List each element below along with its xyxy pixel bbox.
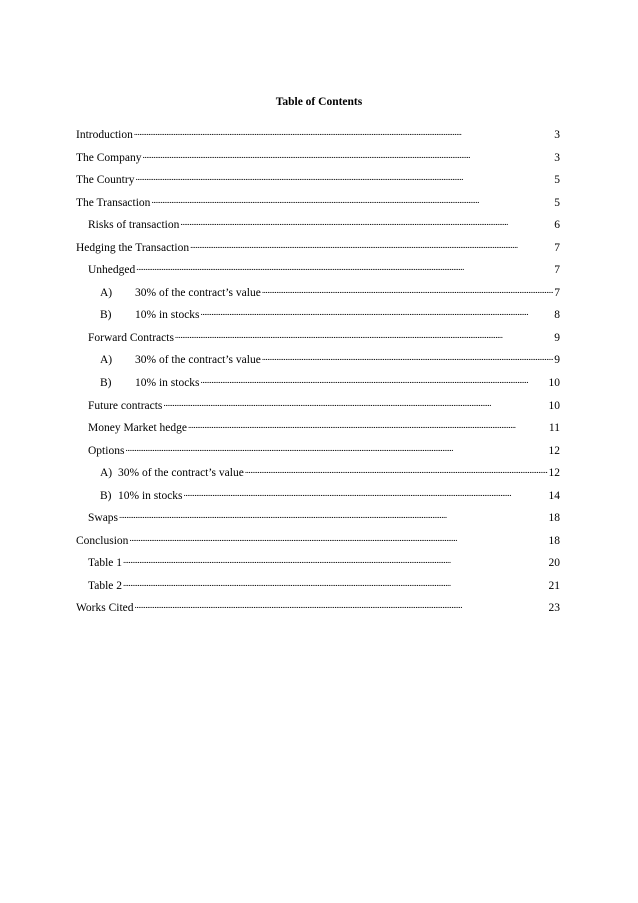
toc-entry-text: Table 1 xyxy=(88,557,123,570)
toc-entry-text: Money Market hedge xyxy=(88,422,187,435)
toc-entry[interactable] xyxy=(76,597,560,620)
toc-dot-leader xyxy=(201,306,554,318)
toc-dot-leader xyxy=(119,509,547,521)
toc-entry-text: Risks of transaction xyxy=(88,219,180,232)
toc-entry-text: Future contracts xyxy=(88,399,163,412)
toc-entry-text: The Company xyxy=(76,151,142,164)
toc-entry-text: Works Cited xyxy=(76,602,134,615)
toc-entry-marker: B) xyxy=(100,377,112,390)
toc-dot-leader xyxy=(129,532,547,544)
toc-entry[interactable] xyxy=(76,147,560,170)
toc-list xyxy=(76,124,560,620)
toc-entry[interactable] xyxy=(76,304,560,327)
toc-entry-text: 30% of the contract’s value xyxy=(135,286,261,299)
toc-page-number: 12 xyxy=(548,444,560,457)
toc-entry[interactable] xyxy=(76,259,560,282)
toc-entry-text: The Country xyxy=(76,174,135,187)
toc-page-number: 7 xyxy=(554,264,560,277)
toc-entry-text: 10% in stocks xyxy=(118,489,183,502)
toc-dot-leader xyxy=(142,149,553,161)
toc-entry-text: 30% of the contract’s value xyxy=(118,467,244,480)
toc-dot-leader xyxy=(201,374,548,386)
toc-page-number: 12 xyxy=(548,467,560,480)
toc-entry-text: Introduction xyxy=(76,129,133,141)
toc-entry[interactable] xyxy=(76,417,560,440)
toc-entry[interactable] xyxy=(76,327,560,350)
toc-entry[interactable] xyxy=(76,440,560,463)
toc-page-number: 3 xyxy=(554,129,560,141)
toc-page-number: 9 xyxy=(554,331,560,344)
toc-page-number: 10 xyxy=(548,377,560,390)
toc-entry[interactable] xyxy=(76,575,560,598)
toc-dot-leader xyxy=(188,419,548,431)
toc-entry[interactable] xyxy=(76,124,560,147)
toc-page-number: 21 xyxy=(548,579,560,592)
toc-entry-marker: A) xyxy=(100,286,113,299)
toc-entry[interactable] xyxy=(76,282,560,305)
toc-dot-leader xyxy=(135,171,553,183)
toc-entry-text: Options xyxy=(88,444,125,457)
toc-page-number: 3 xyxy=(554,151,560,164)
toc-entry-text: 10% in stocks xyxy=(135,377,200,390)
toc-page-number: 18 xyxy=(548,534,560,547)
toc-page-number: 8 xyxy=(554,309,560,322)
toc-entry[interactable] xyxy=(76,552,560,575)
toc-page-number: 11 xyxy=(548,422,560,435)
toc-entry-text: Swaps xyxy=(88,512,119,525)
toc-entry-text: Unhedged xyxy=(88,264,136,277)
toc-page-number: 23 xyxy=(548,602,560,615)
toc-page-number: 5 xyxy=(554,196,560,209)
toc-entry-marker: A) xyxy=(100,354,113,367)
toc-page-number: 7 xyxy=(554,241,560,254)
toc-page-number: 18 xyxy=(548,512,560,525)
toc-dot-leader xyxy=(180,216,553,228)
toc-entry[interactable] xyxy=(76,530,560,553)
toc-dot-leader xyxy=(134,126,553,138)
toc-entry[interactable] xyxy=(76,214,560,237)
toc-entry[interactable] xyxy=(76,349,560,372)
toc-entry-text: Table 2 xyxy=(88,579,123,592)
toc-page-number: 10 xyxy=(548,399,560,412)
toc-title: Table of Contents xyxy=(275,96,363,108)
toc-page-number: 6 xyxy=(554,219,560,232)
toc-entry[interactable] xyxy=(76,485,560,508)
toc-entry[interactable] xyxy=(76,395,560,418)
toc-dot-leader xyxy=(123,554,547,566)
toc-dot-leader xyxy=(135,599,548,611)
toc-entry[interactable] xyxy=(76,169,560,192)
toc-page-number: 9 xyxy=(554,354,560,367)
toc-entry[interactable] xyxy=(76,507,560,530)
toc-dot-leader xyxy=(136,261,553,273)
toc-entry[interactable] xyxy=(76,462,560,485)
toc-dot-leader xyxy=(125,442,547,454)
toc-dot-leader xyxy=(184,487,548,499)
toc-page-number: 7 xyxy=(554,286,560,299)
toc-entry-text: The Transaction xyxy=(76,196,151,209)
toc-dot-leader xyxy=(175,329,553,341)
toc-dot-leader xyxy=(262,284,553,296)
toc-page-number: 14 xyxy=(548,489,560,502)
toc-dot-leader xyxy=(190,239,553,251)
toc-dot-leader xyxy=(262,351,553,363)
toc-dot-leader xyxy=(123,577,547,589)
toc-page-number: 5 xyxy=(554,174,560,187)
toc-entry-text: Conclusion xyxy=(76,534,129,547)
toc-entry-text: Forward Contracts xyxy=(88,331,174,344)
toc-dot-leader xyxy=(151,194,553,206)
toc-entry[interactable] xyxy=(76,237,560,260)
toc-entry-marker: B) xyxy=(100,489,112,502)
toc-entry-text: 30% of the contract’s value xyxy=(135,354,261,367)
toc-entry[interactable] xyxy=(76,192,560,215)
toc-entry-text: Hedging the Transaction xyxy=(76,241,190,254)
toc-entry-marker: A) xyxy=(100,467,113,480)
toc-entry-marker: B) xyxy=(100,309,112,322)
toc-entry-text: 10% in stocks xyxy=(135,309,200,322)
toc-entry[interactable] xyxy=(76,372,560,395)
toc-dot-leader xyxy=(163,397,547,409)
toc-dot-leader xyxy=(245,464,548,476)
toc-page-number: 20 xyxy=(548,557,560,570)
